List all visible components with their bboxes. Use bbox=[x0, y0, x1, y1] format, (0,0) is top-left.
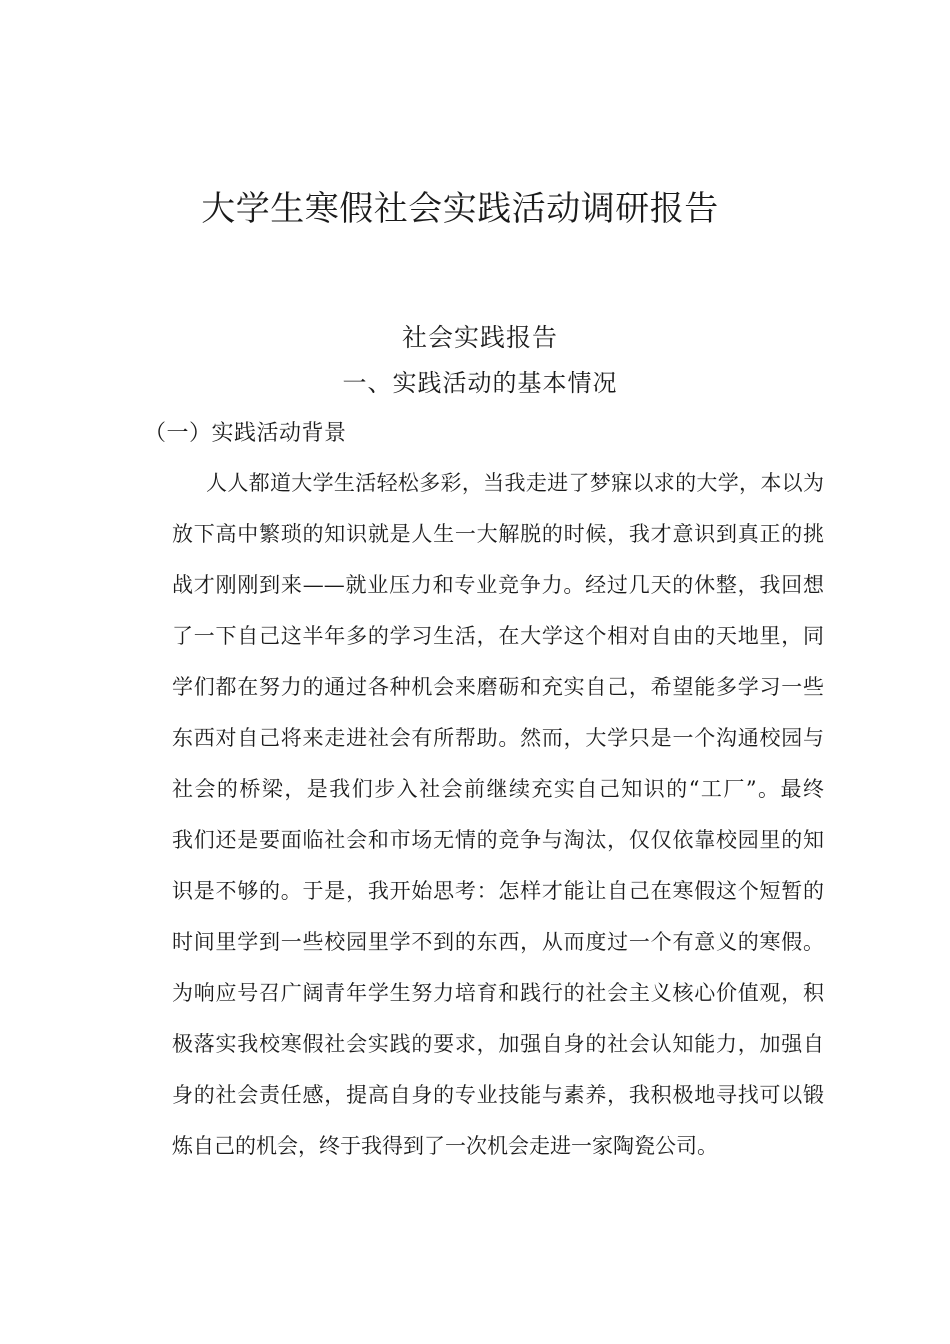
paragraph-line: 为响应号召广阔青年学生努力培育和践行的社会主义核心价值观，积 bbox=[172, 981, 824, 1005]
paragraph-line: 人人都道大学生活轻松多彩，当我走进了梦寐以求的大学，本以为 bbox=[206, 471, 824, 495]
paragraph-line: 社会的桥梁，是我们步入社会前继续充实自己知识的“工厂”。最终 bbox=[172, 777, 824, 801]
paragraph-line: 识是不够的。于是，我开始思考：怎样才能让自己在寒假这个短暂的 bbox=[172, 879, 824, 903]
paragraph-line: 战才刚刚到来——就业压力和专业竞争力。经过几天的休整，我回想 bbox=[172, 573, 824, 597]
paragraph-line: 时间里学到一些校园里学不到的东西，从而度过一个有意义的寒假。 bbox=[172, 930, 824, 954]
paragraph-line: 炼自己的机会，终于我得到了一次机会走进一家陶瓷公司。 bbox=[172, 1134, 718, 1158]
document-title: 大学生寒假社会实践活动调研报告 bbox=[201, 189, 719, 229]
paragraph-line: 学们都在努力的通过各种机会来磨砺和充实自己，希望能多学习一些 bbox=[172, 675, 824, 699]
paragraph-line: 放下高中繁琐的知识就是人生一大解脱的时候，我才意识到真正的挑 bbox=[172, 522, 824, 546]
paragraph-line: 身的社会责任感，提高自身的专业技能与素养，我积极地寻找可以锻 bbox=[172, 1083, 824, 1107]
paragraph-line: 极落实我校寒假社会实践的要求，加强自身的社会认知能力，加强自 bbox=[172, 1032, 824, 1056]
paragraph-line: 东西对自己将来走进社会有所帮助。然而，大学只是一个沟通校园与 bbox=[172, 726, 824, 750]
section-title: 一、实践活动的基本情况 bbox=[342, 369, 618, 397]
report-label: 社会实践报告 bbox=[401, 323, 558, 352]
paragraph-line: 了一下自己这半年多的学习生活，在大学这个相对自由的天地里，同 bbox=[172, 624, 824, 648]
subsection-title: （一）实践活动背景 bbox=[144, 421, 347, 446]
paragraph-line: 我们还是要面临社会和市场无情的竞争与淘汰，仅仅依靠校园里的知 bbox=[172, 828, 824, 852]
